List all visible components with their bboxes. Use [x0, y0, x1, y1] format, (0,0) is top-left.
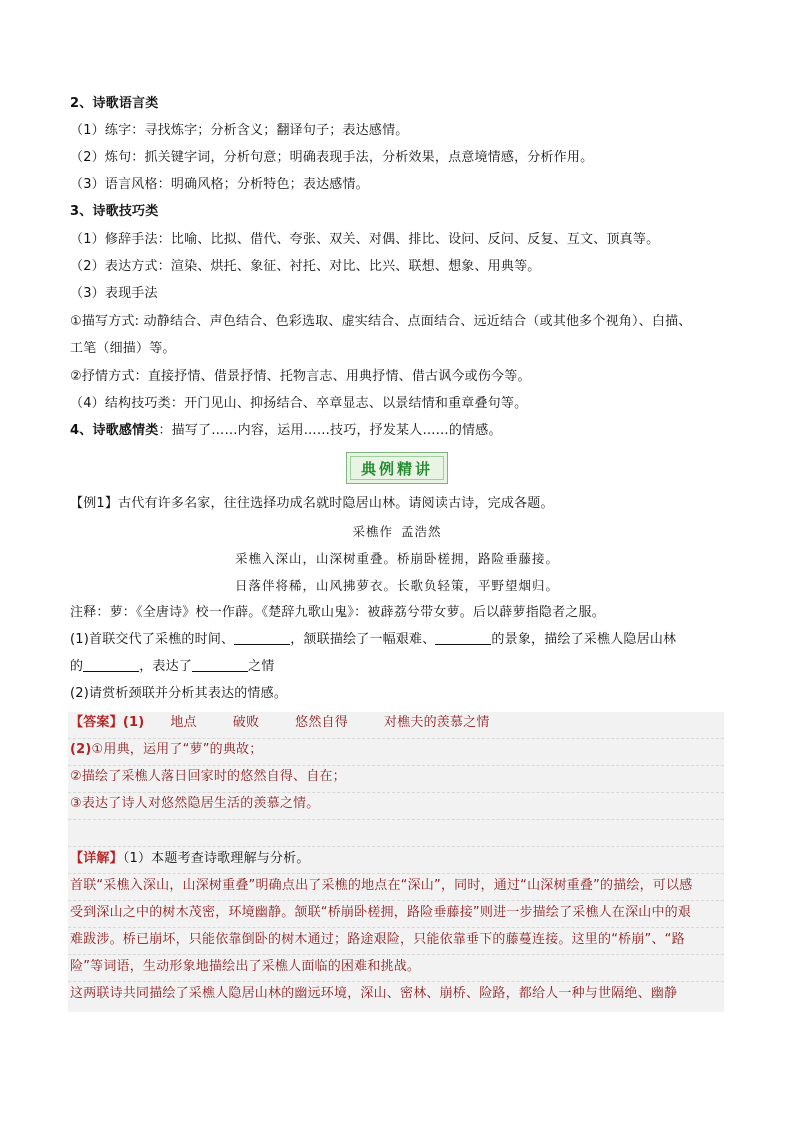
divider [68, 954, 724, 955]
detail-label: 【详解】 [70, 851, 123, 866]
divider [68, 792, 724, 793]
poem-line: 日落伴将稀，山风拂萝衣。长歌负轻策，平野望烟归。 [234, 578, 559, 593]
section-heading-emotion: 4、诗歌感情类 [70, 423, 159, 438]
answer-blank[interactable] [83, 657, 139, 672]
answer-label: 【答案】 [70, 715, 123, 730]
divider [68, 819, 724, 820]
answer-part-1 [70, 713, 490, 733]
section-banner-label: 典例精讲 [350, 456, 444, 480]
question-2: (2)请赏析颈联并分析其表达的情感。 [70, 686, 288, 701]
divider [68, 981, 724, 982]
detail-line: 难跋涉。桥已崩坏，只能依靠倒卧的树木通过；路途艰险，只能依靠垂下的藤蔓连接。这里的“桥崩”、“路 [70, 932, 685, 947]
divider [68, 900, 724, 901]
detail-heading-text: （1）本题考查诗歌理解与分析。 [122, 851, 310, 866]
list-item: （2）炼句：抓关键字词，分析句意；明确表现手法，分析效果，点意境情感，分析作用。 [70, 150, 594, 165]
example-intro: 【例1】古代有许多名家，往往选择功成名就时隐居山林。请阅读古诗，完成各题。 [70, 496, 554, 511]
list-item: ②抒情方式：直接抒情、借景抒情、托物言志、用典抒情、借古讽今或伤今等。 [70, 369, 531, 384]
answer-item: 对樵夫的羡慕之情 [383, 715, 490, 730]
list-item: （3）语言风格：明确风格；分析特色；表达感情。 [70, 177, 369, 192]
answer-blank[interactable] [192, 657, 248, 672]
question-1-text: (1)首联交代了采樵的时间、 [70, 632, 235, 647]
answer-item: ①用典，运用了“萝”的典故； [91, 742, 263, 757]
answer-blank[interactable] [435, 630, 491, 645]
list-item: （2）表达方式：渲染、烘托、象征、衬托、对比、比兴、联想、想象、用典等。 [70, 259, 541, 274]
list-item: 工笔（细描）等。 [70, 341, 176, 356]
detail-line: 这两联诗共同描绘了采樵人隐居山林的幽远环境，深山、密林、崩桥、险路，都给人一种与世隔绝、幽静 [70, 986, 678, 1001]
divider [68, 738, 724, 739]
divider [68, 846, 724, 847]
detail-line: 首联“采樵入深山，山深树重叠”明确点出了采樵的地点在“深山”，同时，通过“山深树重叠”的描绘，可以感 [70, 878, 693, 893]
list-item: （3）表现手法 [70, 286, 158, 301]
divider [68, 765, 724, 766]
answer-item: ③表达了诗人对悠然隐居生活的羡慕之情。 [70, 796, 320, 811]
section-emotion [70, 421, 502, 441]
poem-title: 采樵作 [352, 524, 393, 539]
divider [68, 927, 724, 928]
question-1 [70, 630, 676, 650]
list-item: （4）结构技巧类：开门见山、抑扬结合、卒章显志、以景结情和重章叠句等。 [70, 396, 528, 411]
annotation-note: 注释：萝：《全唐诗》校一作薜。《楚辞九歌山鬼》：被薜荔兮带女萝。后以薜萝指隐者之服。 [70, 605, 605, 620]
section-heading-language: 2、诗歌语言类 [70, 96, 159, 111]
question-1-text: ，表达了 [139, 659, 193, 674]
poem-heading [0, 522, 794, 542]
answer-part-2 [70, 740, 262, 760]
answer-blank[interactable] [234, 630, 290, 645]
question-1-text: 之情 [248, 659, 275, 674]
poem-line: 采樵入深山，山深树重叠。桥崩卧槎拥，路险垂藤接。 [234, 551, 559, 566]
detail-line: 受到深山之中的树木茂密，环境幽静。颔联“桥崩卧槎拥，路险垂藤接”则进一步描绘了采樵人在深山中的艰 [70, 905, 692, 920]
divider [68, 873, 724, 874]
answer-item: ②描绘了采樵人落日回家时的悠然自得、自在； [70, 769, 346, 784]
list-item: ①描写方式: 动静结合、声色结合、色彩选取、虚实结合、点面结合、远近结合（或其他多个视角）、白描、 [70, 314, 692, 329]
answer-item: 悠然自得 [295, 715, 348, 730]
section-heading-technique: 3、诗歌技巧类 [70, 204, 159, 219]
question-1-cont [70, 657, 274, 677]
answer-part-1-prefix: (1) [122, 715, 145, 730]
poem-author: 孟浩然 [401, 524, 442, 539]
detail-line: 险”等词语，生动形象地描绘出了采樵人面临的困难和挑战。 [70, 959, 421, 974]
question-1-text: ，颔联描绘了一幅艰难、 [290, 632, 436, 647]
answer-item: 破败 [232, 715, 260, 730]
list-item: （1）修辞手法：比喻、比拟、借代、夸张、双关、对偶、排比、设问、反问、反复、互文、顶真等。 [70, 232, 660, 247]
section-emotion-text: ：描写了……内容，运用……技巧，抒发某人……的情感。 [158, 423, 502, 438]
list-item: （1）练字：寻找炼字；分析含义；翻译句子；表达感情。 [70, 123, 409, 138]
question-1-text: 的 [70, 659, 84, 674]
answer-part-2-prefix: (2) [70, 742, 92, 757]
section-banner [346, 452, 448, 484]
question-1-text: 的景象，描绘了采樵人隐居山林 [491, 632, 677, 647]
detail-heading [70, 849, 310, 869]
answer-item: 地点 [170, 715, 197, 730]
